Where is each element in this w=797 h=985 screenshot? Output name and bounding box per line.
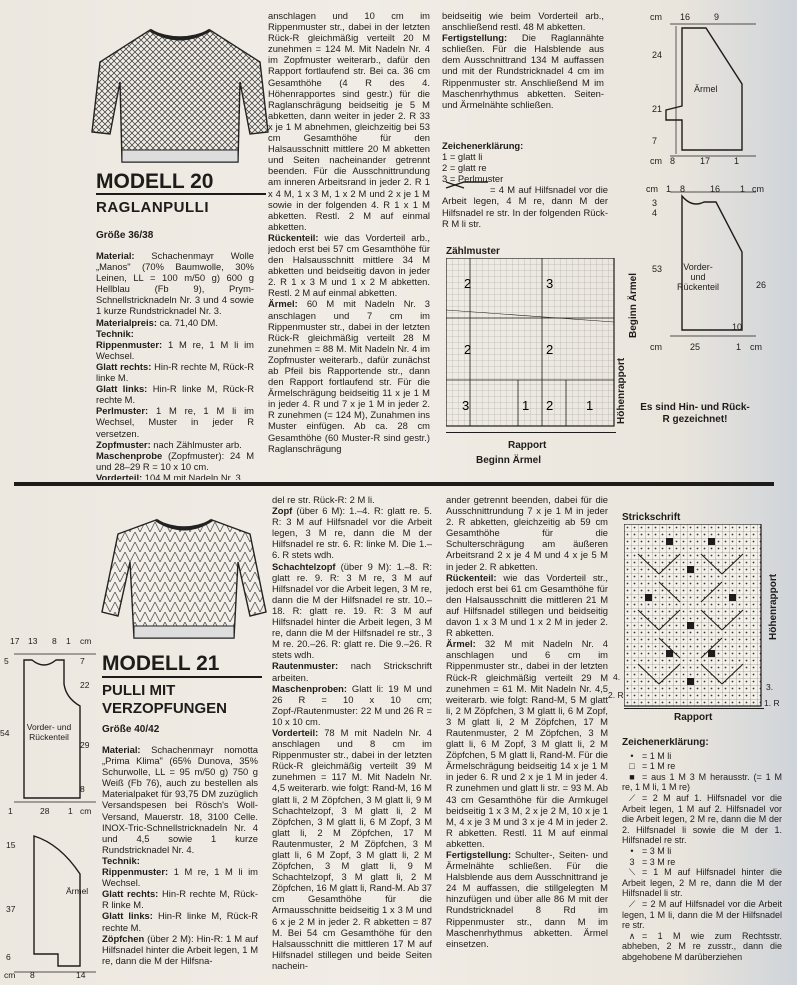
strickschrift-hoehenrapport: Höhenrapport: [768, 573, 779, 640]
b-body-side-29: 29: [80, 740, 90, 750]
body-side-26: 26: [756, 280, 767, 290]
row-4: 4.: [613, 672, 621, 682]
top-c1-p6: Perlmuster: 1 M re, 1 M li im Wechsel, Muster in jeder R versetzen.: [96, 405, 254, 439]
body-top-1b: 1: [740, 184, 746, 194]
b-body-top-1: 1: [66, 636, 71, 646]
top-legend-1: 1 = glatt li: [442, 151, 483, 163]
model-20-title: MODELL 20: [96, 170, 214, 193]
top-column-3: [442, 10, 604, 138]
chart-note: Es sind Hin- und Rück-R gezeichnet!: [640, 402, 750, 425]
bot-c3-p1: Rückenteil: wie das Vorderteil str., jedoch erst bei 61 cm Gesamthöhe für den Halsausschnitt die mittleren 21 M auf Hilfsnadel stillegen und beidseitig davon 1 x 3 M und 1 x 2 M in jeder 2. R abketten.: [446, 571, 608, 639]
chart-num-6: 1: [522, 398, 530, 413]
b-body-top-8: 8: [52, 636, 57, 646]
model-21-size: Größe 40/42: [102, 724, 160, 735]
b-body-side-5: 5: [4, 656, 9, 666]
bot-legend-0: • = 1 M li: [630, 750, 672, 761]
aermel-side-24: 24: [652, 50, 663, 60]
top-c1-p9: Vorderteil: 104 M mit Nadeln Nr. 3: [96, 471, 241, 480]
bot-c1-p5: Zöpfchen (über 2 M): Hin-R: 1 M auf Hilfsnadel hinter die Arbeit legen, 1 M re, dann die M der Hilfsna-: [102, 932, 258, 966]
zaehlmuster-title: Zählmuster: [446, 246, 500, 257]
chart-num-4: 2: [546, 342, 554, 357]
aermel-bottom-17: 17: [700, 156, 711, 166]
body-top-cm: cm: [646, 184, 658, 194]
top-c2-p0: anschlagen und 10 cm im Rippenmuster str., dabei in der letzten Rück-R gleichmäßig verteilt 20 M zunehmen = 124 M. Mit Nadeln Nr. 4 im Zopfmuster weiterarb., dafür den Rapport fortlaufend str. Bei ca. 36 cm Gesamthöhe (4 R des 4. Höhenrapportes sind gestr.) für die Raglanschrägung beidseitig je 5 M abketten, dann weiter in jeder 2. R 33 x je 1 M abnehmen, gleichzeitig bei 53 cm Gesamthöhe für den Halsausschnitt mittlere 20 M abketten und Seiten nacheinander getrennt beenden. Für die Ausschnittrundung am inneren Arbeitsrand in jeder 2. R 1 x 4 M, 1 x 3 M, 1 x 2 M und 2 x je 1 M sowie in der folgenden 4. R 1 x 1 M abketten. Restl. 2 M auf einmal abketten.: [268, 10, 430, 232]
body-top-cm2: cm: [752, 184, 764, 194]
bot-c2-p1: Zopf (über 6 M): 1.–4. R: glatt re. 5. R: 3 M auf Hilfsnadel vor die Arbeit legen, 3 M re, dann die M der Hilfsnadel re str. 6. R: linke M. Die 1.–6. R stets wdh.: [272, 505, 432, 561]
title-underline: [96, 193, 266, 195]
bot-legend-3: ⟋ = 2 M auf 1. Hilfsnadel vor die Arbeit legen, 1 M auf 2. Hilfsnadel vor die Arbeit legen, 2 M re, dann die M der 2. Hilfsnadel li sowie die M der 1. Hilfsnadel re str.: [622, 792, 782, 846]
model-20-subtitle: RAGLANPULLI: [96, 199, 209, 216]
row-2: 2. R: [608, 690, 624, 700]
bot-c1-p2: Rippenmuster: 1 M re, 1 M li im Wechsel.: [102, 866, 258, 889]
title-underline-21: [102, 676, 262, 678]
schematic-body-bottom: [4, 636, 100, 806]
chart-num-7: 2: [546, 398, 554, 413]
aermel-bottom-1: 1: [734, 156, 740, 166]
rapport-line: [446, 432, 616, 433]
zaehlmuster-chart: [446, 258, 616, 428]
model-21-subtitle-1: PULLI MIT: [102, 682, 176, 699]
sweater-illustration-raglan: [90, 22, 270, 172]
aermel-side-7: 7: [652, 136, 658, 146]
b-body-side-8: 8: [80, 784, 85, 794]
b-body-side-22: 22: [80, 680, 90, 690]
body-left-3: 3: [652, 198, 658, 208]
bottom-legend: [622, 738, 782, 982]
bot-c1-p1: Technik:: [102, 854, 140, 866]
top-column-1: [96, 250, 254, 480]
body-top-8: 8: [680, 184, 686, 194]
top-c3-p1: Fertigstellung: Die Raglannähte schließen. Für die Halsblende aus dem Ausschnittrand 134 M auffassen und mit der Rundstricknadel 4 cm im Rippenmuster str. Anschließend M im Maschenrhythmus abketten. Seiten- und Ärmelnähte schließen.: [442, 32, 604, 110]
top-c3-p0: beidseitig wie beim Vorderteil arb., anschließend restl. 48 M abketten.: [442, 10, 604, 33]
top-c1-p1: Materialpreis: ca. 71,40 DM.: [96, 316, 218, 328]
aermel-bottom-8: 8: [670, 156, 676, 166]
b-body-top-cm: cm: [80, 636, 92, 646]
strickschrift-title: Strickschrift: [622, 512, 681, 523]
top-column-2: [268, 10, 430, 480]
bottom-column-1: [102, 744, 258, 980]
section-divider: [14, 482, 774, 486]
chart-hoehenrapport: Höhenrapport: [616, 357, 627, 424]
top-c1-p0: Material: Schachenmayr Wolle „Manos" (70% Baumwolle, 30% Leinen, LL = 100 m/50 g) 600 g Hellblau (Fb 9), Prym-Schnellstricknadeln Nr. 3 und 4 sowie 1 kurze Rundstricknadel Nr. 3.: [96, 250, 254, 317]
body-side-53: 53: [652, 264, 663, 274]
model-21-subtitle-2: VERZOPFUNGEN: [102, 700, 228, 717]
aermel-top-9: 9: [714, 12, 720, 22]
b-aermel-bottom-8: 8: [30, 970, 35, 980]
strickschrift-chart: [624, 524, 764, 708]
body-side-10: 10: [732, 322, 743, 332]
bot-c2-p2: Schachtelzopf (über 9 M): 1.–8. R: glatt re. 9. R: 3 M re, 3 M auf Hilfsnadel vor die Arbeit legen, 3 M re, dann die M der Hilfsnadel re str. 10.–18. R: glatt re. 19. R: 3 M auf Hilfsnadel hinter die Arbeit legen, 3 M re, dann die M der Hilfsnadel re str., 3 M re. 20.–26. R: glatt re. Die 9.–26. R stets wdh.: [272, 560, 432, 661]
model-20-size: Größe 36/38: [96, 230, 154, 241]
top-c1-p4: Glatt rechts: Hin-R rechte M, Rück-R linke M.: [96, 360, 254, 384]
top-legend-2: 2 = glatt re: [442, 162, 487, 174]
strickschrift-rapport: Rapport: [674, 712, 713, 723]
row-1: 1. R: [764, 698, 780, 708]
model-21-title: MODELL 21: [102, 652, 220, 675]
body-left-4: 4: [652, 208, 658, 218]
schematic-aermel-bottom: [4, 826, 100, 976]
aermel-label-top: Ärmel: [694, 84, 718, 94]
top-legend-cable: = 4 M auf Hilfsnadel vor die Arbeit legen, 4 M re, dann M der Hilfsnadel re str. In der folgenden Rück-R M li str.: [442, 184, 608, 229]
b-body-bottom-28: 28: [40, 806, 50, 816]
b-body-bottom-1: 1: [8, 806, 13, 816]
top-c1-p5: Glatt links: Hin-R linke M, Rück-R rechte M.: [96, 383, 254, 406]
bot-legend-title: Zeichenerklärung:: [622, 738, 709, 748]
top-c1-p2: Technik:: [96, 327, 134, 339]
chart-beginn-aermel-side: Beginn Ärmel: [628, 272, 639, 338]
bot-c3-p3: Fertigstellung: Schulter-, Seiten- und Ärmelnähte schließen. Für die Halsblende aus dem Ausschnittrand je 24 M auffassen, die stillgelegten M hinzufügen und über alle 86 M mit der Rundstricknadel 8 Rd im Rippenmuster str., dann M im Maschenrhythmus abketten. Ärmel einsetzen.: [446, 849, 608, 949]
aermel-side-21: 21: [652, 104, 663, 114]
b-aermel-label: Ärmel: [66, 886, 89, 896]
top-legend-title: Zeichenerklärung:: [442, 140, 524, 151]
row-3: 3.: [766, 682, 774, 692]
body-label-top: Vorder- und Rückenteil: [676, 262, 720, 292]
bot-legend-7: ⟋ = 2 M auf Hilfsnadel vor die Arbeit legen, 1 M li, dann die M der Hilfsnadel re str.: [622, 898, 782, 931]
top-c2-p1: Rückenteil: wie das Vorderteil arb., jedoch erst bei 57 cm Gesamthöhe für den Halsausschnitt mittlere 34 M abketten und beidseitig davon in jeder 2. R 1 x 3 M und 1 x 2 M abketten. Restl. 2 M auf einmal abketten.: [268, 231, 430, 299]
sweater-illustration-cable: [100, 512, 268, 644]
bot-c1-p0: Material: Schachenmayr nomotta „Prima Klima" (65% Dunova, 35% Schurwolle, LL = 95 m/50 g) 750 g Weiß (Fb 76), auch zu bestellen als Materialpaket für 93,75 DM zuzüglich Versandspesen bei Rösch's Woll-Versand, Mauerstr. 18, 3100 Celle. INOX-Tric-Schnellstricknadeln Nr. 4 und 4,5 sowie 1 kurze Rundstricknadel Nr. 4.: [102, 744, 258, 855]
b-body-side-7: 7: [80, 656, 85, 666]
b-body-bottom-cm: cm: [80, 806, 92, 816]
b-body-bottom-1b: 1: [68, 806, 73, 816]
b-aermel-side-15: 15: [6, 840, 16, 850]
bot-c3-p0: ander getrennt beenden, dabei für die Ausschnittrundung 7 x je 1 M in jeder 2. R abketten, gleichzeitig ab 59 cm Gesamthöhe für die Schulterschrägung am äußeren Arbeitsrand 2 x je 4 M und 4 x je 5 M in jeder 2. R abketten.: [446, 494, 608, 572]
bot-c1-p4: Glatt links: Hin-R linke M, Rück-R rechte M.: [102, 910, 258, 933]
bot-c3-p2: Ärmel: 32 M mit Nadeln Nr. 4 anschlagen und 6 cm im Rippenmuster str., dabei in der letzten Rück-R gleichmäßig verteilt 29 M zunehmen = 61 M. Mit Nadeln Nr. 4,5 weiterarb. wie folgt: Rand-M, 5 M glatt li, 2 M Zöpfchen, 3 M glatt li, 6 M Zopf, 3 M glatt li, 2 M Zöpfchen, 17 M Rautenmuster, 2 M Zöpfchen, 3 M glatt li, 6 M Zopf, 3 M glatt li, 2 M Zöpfchen, 5 M glatt li, Rand-M. Für die Ärmelschrägung beidseitig 14 x je 1 M in jeder 6. R und 2 x je 1 M in jeder 4. R zunehmen und glatt li str. = 93 M. Ab 43 cm Gesamthöhe für die Armkugel beidseitig 1 x 3 M, 2 x je 2 M, 10 x je 1 M, 4 x je 3 M und 3 x je 4 M in jeder 2. R abketten. Restl. 11 M auf einmal abketten.: [446, 638, 608, 849]
body-top-16: 16: [710, 184, 721, 194]
b-aermel-bottom-14: 14: [76, 970, 86, 980]
top-c2-p2: Ärmel: 60 M mit Nadeln Nr. 3 anschlagen und 7 cm im Rippenmuster str., dabei in der letzten Rück-R gleichmäßig verteilt 28 M zunehmen = 88 M. Mit Nadeln Nr. 4 im Zopfmuster weiterarb., dafür zunächst ab Pfeil bis Rapportende str., dann den Rapport fortlaufend str. Für die Ärmelschrägung beidseitig 11 x je 1 M in jeder 4. R und 7 x je 1 M in jeder 2. R zunehmen (= 124 M), Zunahmen ins Muster einfügen. Ab ca. 28 cm Gesamthöhe (60 Muster-R sind gestr.) Raglanschrägung: [268, 298, 430, 454]
aermel-top-16: 16: [680, 12, 691, 22]
b-aermel-bottom-cm: cm: [4, 970, 16, 980]
bot-legend-2: ■ = aus 1 M 3 M herausstr. (= 1 M re, 1 M li, 1 M re): [622, 771, 782, 793]
body-bottom-1: 1: [736, 342, 742, 352]
bot-c1-p3: Glatt rechts: Hin-R rechte M, Rück-R linke M.: [102, 888, 258, 911]
bot-legend-8: ∧ = 1 M wie zum Rechtsstr. abheben, 2 M re zusstr., dann die abgehobene M darüberziehen: [622, 930, 782, 962]
bottom-column-2: [272, 494, 432, 980]
b-aermel-side-37: 37: [6, 904, 16, 914]
chart-num-1: 2: [464, 276, 472, 291]
cable-symbol: [444, 180, 490, 190]
body-bottom-cm2: cm: [750, 342, 762, 352]
strickschrift-rapport-line: [624, 708, 764, 709]
aermel-top-cm: cm: [650, 12, 662, 22]
b-body-left-54: 54: [0, 728, 10, 738]
chart-num-5: 3: [462, 398, 470, 413]
bot-legend-5: 3 = 3 M re: [629, 856, 676, 867]
top-c1-p7: Zopfmuster: nach Zählmuster arb.: [96, 438, 242, 450]
aermel-bottom-cm: cm: [650, 156, 662, 166]
body-bottom-25: 25: [690, 342, 701, 352]
b-body-top-17: 17: [10, 636, 20, 646]
bottom-column-3: [446, 494, 608, 980]
bot-legend-6: ⟍ = 1 M auf Hilfsnadel hinter die Arbeit legen, 2 M re, dann die M der Hilfsnadel li str.: [622, 867, 782, 899]
bot-c2-p5: Vorderteil: 78 M mit Nadeln Nr. 4 anschlagen und 8 cm im Rippenmuster str., dabei in der letzten Rück-R gleichmäßig verteilt 39 M zunehmen = 117 M. Mit Nadeln Nr. 4,5 weiterarb. wie folgt: Rand-M, 16 M glatt li, 2 M Zöpfchen, 3 M glatt li, 9 M Schachtelzopf, 3 M glatt li, 2 M Zöpfchen, 3 M glatt li, 6 M Zopf, 3 M glatt li, 2 M Zöpfchen, 17 M Rautenmuster, 2 M Zöpfchen, 3 M glatt li, 6 M Zopf, 3 M glatt li, 2 M Zöpfchen, 3 M glatt li, 9 M Schachtelzopf, 3 M glatt li, 2 M Zöpfchen, 16 M glatt li, Rand-M. Ab 37 cm Gesamthöhe für die Armausschnitte beidseitig 1 x 3 M und 6 x je 2 M in jeder 2. R abketten = 87 M. Bei 54 cm Gesamthöhe für den Halsausschnitt die mittleren 17 M auf Hilfsnadel stillegen und beide Seiten nachein-: [272, 726, 432, 971]
bot-legend-1: □ = 1 M re: [629, 761, 676, 772]
top-c1-p3: Rippenmuster: 1 M re, 1 M li im Wechsel.: [96, 338, 254, 361]
chart-rapport-label: Rapport: [508, 440, 547, 451]
bot-legend-4: • = 3 M li: [630, 845, 672, 856]
chart-num-3: 2: [464, 342, 472, 357]
chart-num-2: 3: [546, 276, 554, 291]
bot-c2-p3: Rautenmuster: nach Strickschrift arbeiten.: [272, 660, 432, 683]
b-aermel-side-6: 6: [6, 952, 11, 962]
body-top-1: 1: [666, 184, 672, 194]
body-bottom-cm: cm: [650, 342, 662, 352]
bot-c2-p0: del re str. Rück-R: 2 M li.: [272, 494, 375, 505]
chart-beginn-aermel: Beginn Ärmel: [476, 455, 542, 466]
b-body-label: Vorder- und Rückenteil: [26, 722, 72, 742]
bot-c2-p4: Maschenproben: Glatt li: 19 M und 26 R = 10 x 10 cm; Zopf-/Rautenmuster: 22 M und 26 R = 10 x 10 cm.: [272, 682, 432, 727]
top-c1-p8: Maschenprobe (Zopfmuster): 24 M und 28–29 R = 10 x 10 cm.: [96, 449, 254, 472]
b-body-top-13: 13: [28, 636, 38, 646]
top-legend-3: 3 = Perlmuster: [442, 173, 504, 185]
chart-num-8: 1: [586, 398, 594, 413]
